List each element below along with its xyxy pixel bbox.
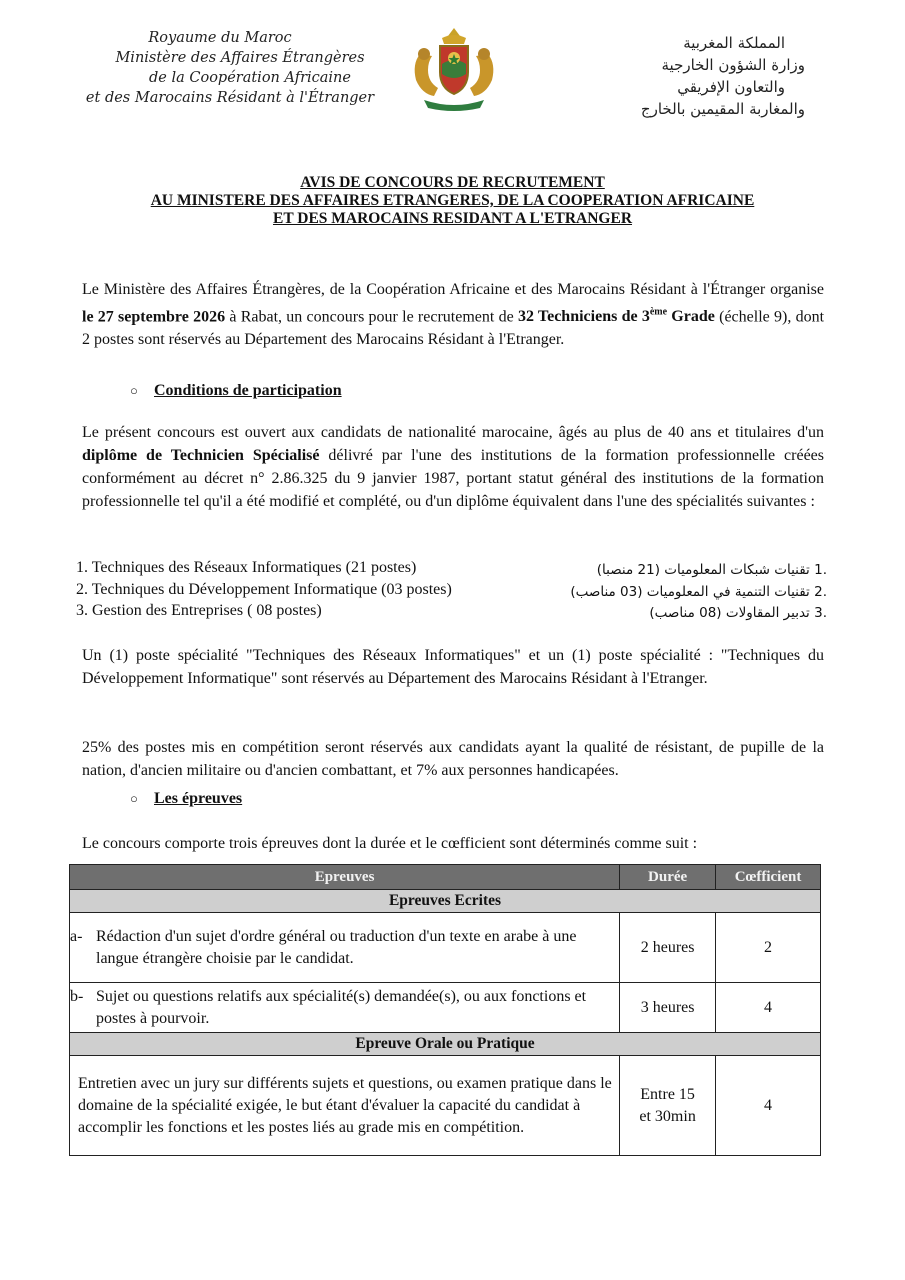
- header-fr-line: de la Coopération Africaine: [149, 70, 351, 86]
- list-item: .2 تقنيات التنمية في المعلوميات (03 مناصب): [570, 583, 827, 600]
- section-row: Epreuves Ecrites: [70, 890, 821, 913]
- epreuve-description: a- Rédaction d'un sujet d'ordre général ou traduction d'un texte en arabe à une langue étrangère choisie par le candidat.: [70, 913, 620, 983]
- title-line: ET DES MAROCAINS RESIDANT A L'ETRANGER: [272, 210, 633, 227]
- intro-text: Le Ministère des Affaires Étrangères, de la Coopération Africaine et des Marocains Résidant à l'Étranger organise: [82, 281, 824, 298]
- intro-positions: 32 Techniciens de 3ème Grade: [517, 307, 715, 326]
- column-header: Durée: [620, 865, 716, 890]
- specialties-list-ar: [507, 560, 827, 625]
- intro-date: le 27 septembre 2026: [82, 308, 226, 326]
- epreuves-table: [69, 864, 821, 1156]
- ministry-header-ar: [575, 32, 805, 120]
- table-row: [70, 983, 821, 1033]
- header-fr-line: Ministère des Affaires Étrangères: [115, 50, 365, 66]
- quota-paragraph: 25% des postes mis en compétition seront réservés aux candidats ayant la qualité de résistant, de pupille de la nation, d'ancien militaire ou d'ancien combattant, et 7% aux personnes handicapées.: [82, 739, 824, 779]
- bullet-icon: ○: [130, 383, 138, 398]
- list-item: 3. Gestion des Entreprises ( 08 postes): [76, 602, 322, 619]
- epreuves-heading: ○ Les épreuves: [130, 790, 243, 807]
- intro-paragraph: [82, 278, 824, 351]
- intro-text: (échelle 9), dont 2 postes sont réservés au Département des Marocains Résidant à l'Etranger.: [82, 308, 825, 349]
- conditions-paragraph: [82, 421, 824, 513]
- epreuve-description: b- Sujet ou questions relatifs aux spécialité(s) demandée(s), ou aux fonctions et postes à pourvoir.: [70, 983, 620, 1033]
- header-fr-line: et des Marocains Résidant à l'Étranger: [85, 90, 375, 106]
- epreuve-coefficient: 2: [716, 913, 821, 983]
- specialties-list-fr: [76, 557, 536, 622]
- header-fr-line: Royaume du Maroc: [148, 30, 292, 46]
- conditions-text: Le présent concours est ouvert aux candidats de nationalité marocaine, âgés au plus de 40 ans et titulaires d'un: [82, 424, 824, 441]
- list-item: 2. Techniques du Développement Informatique (03 postes): [76, 580, 452, 598]
- bullet-icon: ○: [130, 791, 138, 806]
- list-item: 1. Techniques des Réseaux Informatiques (21 postes): [76, 559, 417, 576]
- header-ar-line: المملكة المغربية: [683, 34, 785, 52]
- epreuves-intro: Le concours comporte trois épreuves dont la durée et le cœfficient sont déterminés comme suit :: [82, 835, 698, 852]
- table-row: [70, 1056, 821, 1156]
- epreuve-duration: 3 heures: [620, 983, 716, 1033]
- list-item: .3 تدبير المقاولات (08 مناصب): [649, 605, 827, 621]
- header-ar-line: والتعاون الإفريقي: [677, 78, 785, 96]
- list-item: .1 تقنيات شبكات المعلوميات (21 منصبا): [596, 562, 827, 578]
- conditions-text: délivré par l'une des institutions de la formation professionnelle créées conformément au décret n° 2.86.325 du 9 janvier 1987, portant statut général des institutions de la formation professionnelle tel qu'il a été modifié et complété, ou d'un diplôme équivalent dans l'une des spécialités suivantes :: [82, 447, 825, 510]
- reserved-posts-paragraph: Un (1) poste spécialité "Techniques des Réseaux Informatiques" et un (1) poste spécialité : "Techniques du Développement Informatique" sont réservés au Département des Marocains Résidant à l'Etranger.: [82, 647, 824, 687]
- title-line: AU MINISTERE DES AFFAIRES ETRANGERES, DE LA COOPERATION AFRICAINE: [150, 192, 755, 209]
- epreuve-duration: 2 heures: [620, 913, 716, 983]
- header-ar-line: وزارة الشؤون الخارجية: [661, 56, 805, 74]
- column-header: Epreuves: [70, 865, 620, 890]
- table-row: [70, 913, 821, 983]
- epreuve-coefficient: 4: [716, 1056, 821, 1156]
- section-row: Epreuve Orale ou Pratique: [70, 1033, 821, 1056]
- coat-of-arms-icon: [404, 24, 504, 114]
- header-ar-line: والمغاربة المقيمين بالخارج: [640, 100, 805, 118]
- epreuve-description: Entretien avec un jury sur différents sujets et questions, ou examen pratique dans le domaine de la spécialité exigée, le but étant d'évaluer la capacité du candidat à accomplir les fonctions et les postes liés au grade mis en compétition.: [70, 1056, 620, 1156]
- epreuve-coefficient: 4: [716, 983, 821, 1033]
- conditions-heading: ○ Conditions de participation: [130, 382, 342, 399]
- title-line: AVIS DE CONCOURS DE RECRUTEMENT: [300, 174, 605, 191]
- intro-text: à Rabat, un concours pour le recrutement de: [225, 308, 518, 326]
- notice-title: [60, 174, 845, 228]
- diploma-requirement: diplôme de Technicien Spécialisé: [82, 447, 320, 464]
- column-header: Cœfficient: [716, 865, 821, 890]
- epreuve-duration: Entre 15 et 30min: [620, 1056, 716, 1156]
- ministry-header-fr: [85, 28, 385, 108]
